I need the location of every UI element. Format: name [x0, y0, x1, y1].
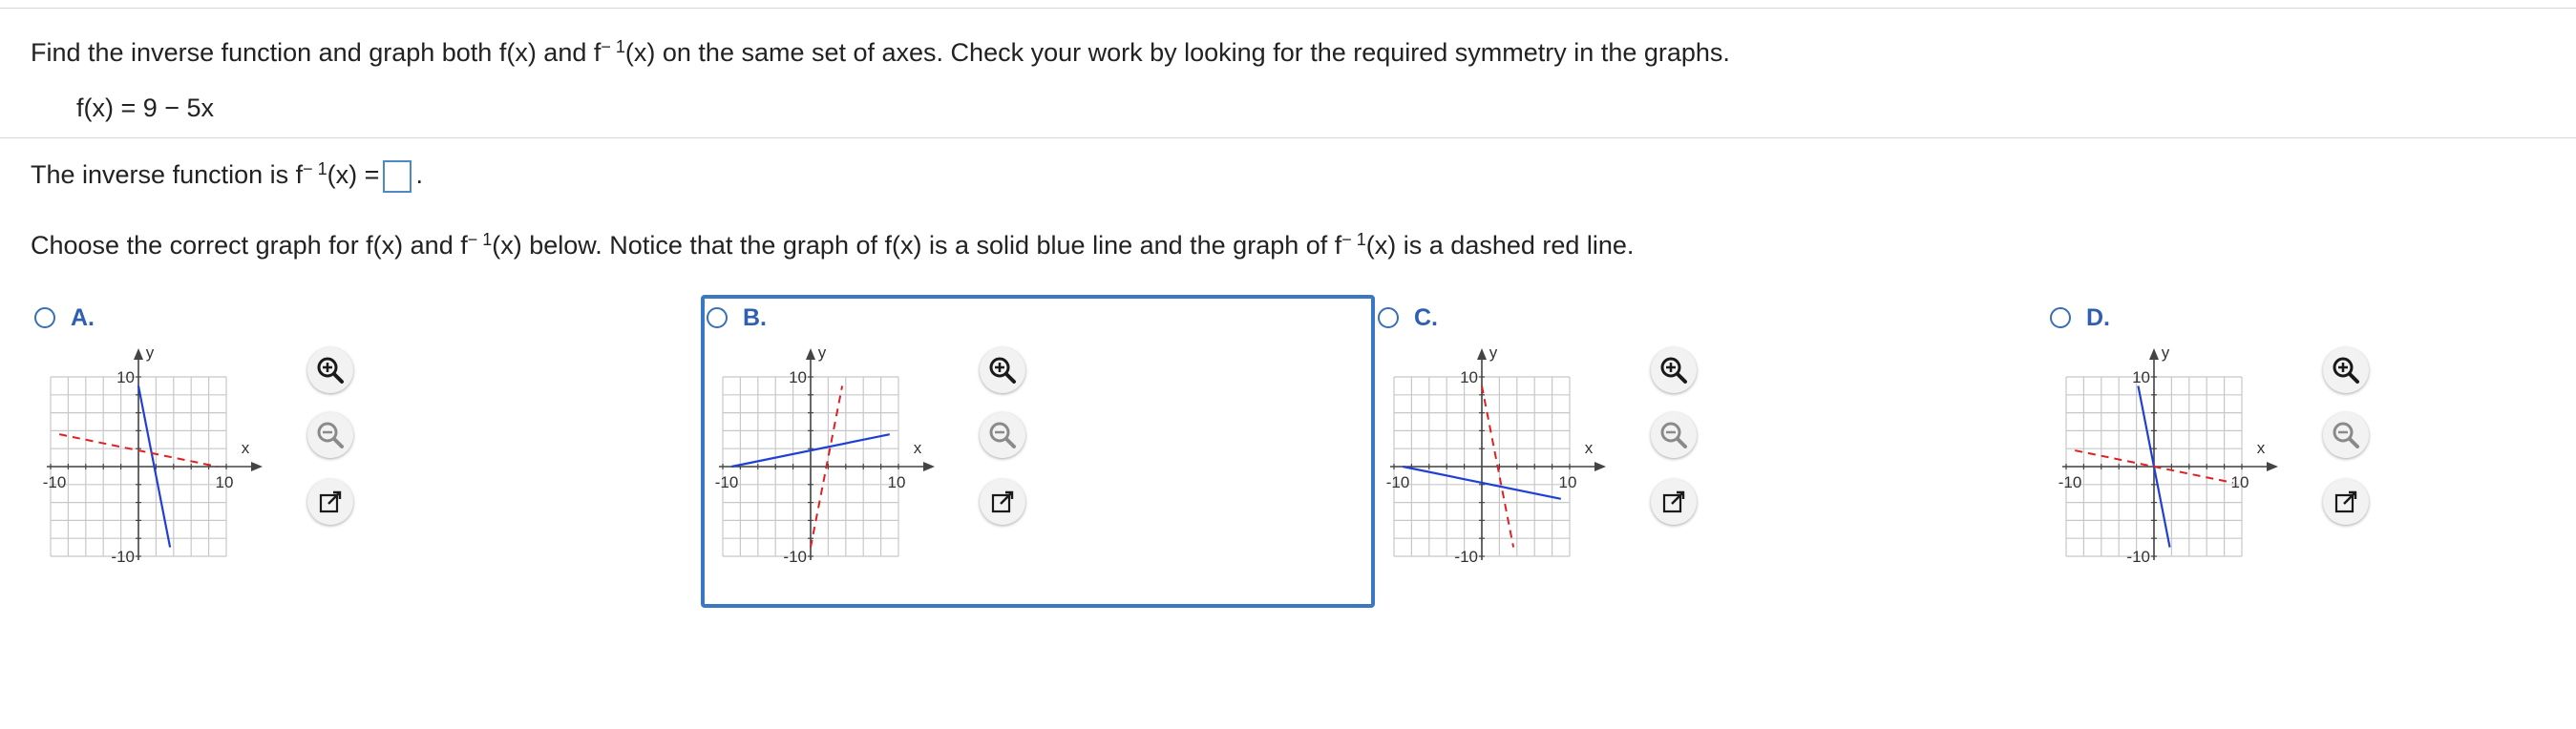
section-divider — [0, 137, 2576, 138]
function-definition: f(x) = 9 − 5x — [76, 94, 215, 122]
y-max-label: 10 — [2132, 368, 2150, 386]
x-min-label: -10 — [1385, 473, 1410, 491]
x-axis-arrow — [1594, 462, 1606, 471]
option-d-radio[interactable] — [2050, 307, 2071, 328]
x-axis-label: x — [241, 439, 250, 457]
x-max-label: 10 — [1558, 473, 1577, 491]
y-min-label: -10 — [2126, 548, 2150, 566]
option-c-popout-button[interactable] — [1651, 479, 1697, 525]
y-min-label: -10 — [1454, 548, 1478, 566]
y-axis-arrow — [2149, 348, 2159, 360]
graph-prompt: Choose the correct graph for f(x) and $f^{- 1}(x)$ below. Notice that the graph of f(x) is a solid blue line and the graph of $f^{- 1}(x)$ is a dashed red line. — [31, 230, 1635, 260]
popout-icon — [1651, 479, 1697, 525]
option-b-popout-button[interactable] — [980, 479, 1025, 525]
y-axis-arrow — [806, 348, 815, 360]
top-divider — [0, 8, 2576, 9]
y-max-label: 10 — [116, 368, 135, 386]
inverse-answer-input[interactable] — [383, 160, 412, 193]
option-d-zoom-out-button[interactable] — [2323, 412, 2369, 458]
option-c-zoom-in-button[interactable] — [1651, 347, 1697, 393]
x-min-label: -10 — [714, 473, 739, 491]
option-c-label: C. — [1414, 304, 1438, 331]
option-a-zoom-out-button[interactable] — [307, 412, 353, 458]
y-max-label: 10 — [789, 368, 807, 386]
x-min-label: -10 — [2058, 473, 2082, 491]
x-axis-label: x — [1584, 439, 1594, 457]
y-axis-arrow — [134, 348, 143, 360]
popout-icon — [980, 479, 1025, 525]
option-b-graph[interactable] — [714, 344, 955, 566]
x-axis-label: x — [2256, 439, 2266, 457]
x-max-label: 10 — [887, 473, 906, 491]
x-axis-arrow — [923, 462, 935, 471]
option-d-popout-button[interactable] — [2323, 479, 2369, 525]
y-axis-arrow — [1477, 348, 1487, 360]
x-min-label: -10 — [42, 473, 67, 491]
option-c-graph[interactable] — [1385, 344, 1626, 566]
option-a-radio[interactable] — [34, 307, 55, 328]
y-axis-label: y — [145, 344, 155, 362]
zoom-in-icon — [2323, 347, 2369, 393]
option-c-zoom-out-button[interactable] — [1651, 412, 1697, 458]
y-axis-label: y — [1489, 344, 1498, 362]
y-min-label: -10 — [783, 548, 807, 566]
inverse-prompt: The inverse function is $f^{- 1}(x)$ = . — [31, 158, 423, 193]
x-axis-arrow — [2267, 462, 2278, 471]
zoom-out-icon — [307, 412, 353, 458]
zoom-out-icon — [2323, 412, 2369, 458]
y-axis-label: y — [817, 344, 827, 362]
x-max-label: 10 — [2230, 473, 2249, 491]
zoom-out-icon — [1651, 412, 1697, 458]
y-axis-label: y — [2161, 344, 2170, 362]
option-b-zoom-in-button[interactable] — [980, 347, 1025, 393]
popout-icon — [2323, 479, 2369, 525]
option-d-zoom-in-button[interactable] — [2323, 347, 2369, 393]
x-axis-label: x — [913, 439, 922, 457]
option-c-radio[interactable] — [1378, 307, 1399, 328]
option-b-zoom-out-button[interactable] — [980, 412, 1025, 458]
popout-icon — [307, 479, 353, 525]
zoom-in-icon — [1651, 347, 1697, 393]
zoom-out-icon — [980, 412, 1025, 458]
option-a-label: A. — [71, 304, 95, 331]
zoom-in-icon — [980, 347, 1025, 393]
option-d-label: D. — [2086, 304, 2110, 331]
option-b-radio[interactable] — [707, 307, 728, 328]
option-a-popout-button[interactable] — [307, 479, 353, 525]
y-min-label: -10 — [111, 548, 135, 566]
option-a-zoom-in-button[interactable] — [307, 347, 353, 393]
option-a-graph[interactable] — [42, 344, 283, 566]
instruction-text: Find the inverse function and graph both f(x) and $f^{- 1}(x)$ on the same set of axes. Check your work by looking for the required symmetry in the graphs. — [31, 37, 1730, 67]
zoom-in-icon — [307, 347, 353, 393]
x-axis-arrow — [251, 462, 263, 471]
option-d-graph[interactable] — [2058, 344, 2298, 566]
y-max-label: 10 — [1460, 368, 1478, 386]
option-b-label: B. — [743, 304, 767, 331]
x-max-label: 10 — [215, 473, 234, 491]
